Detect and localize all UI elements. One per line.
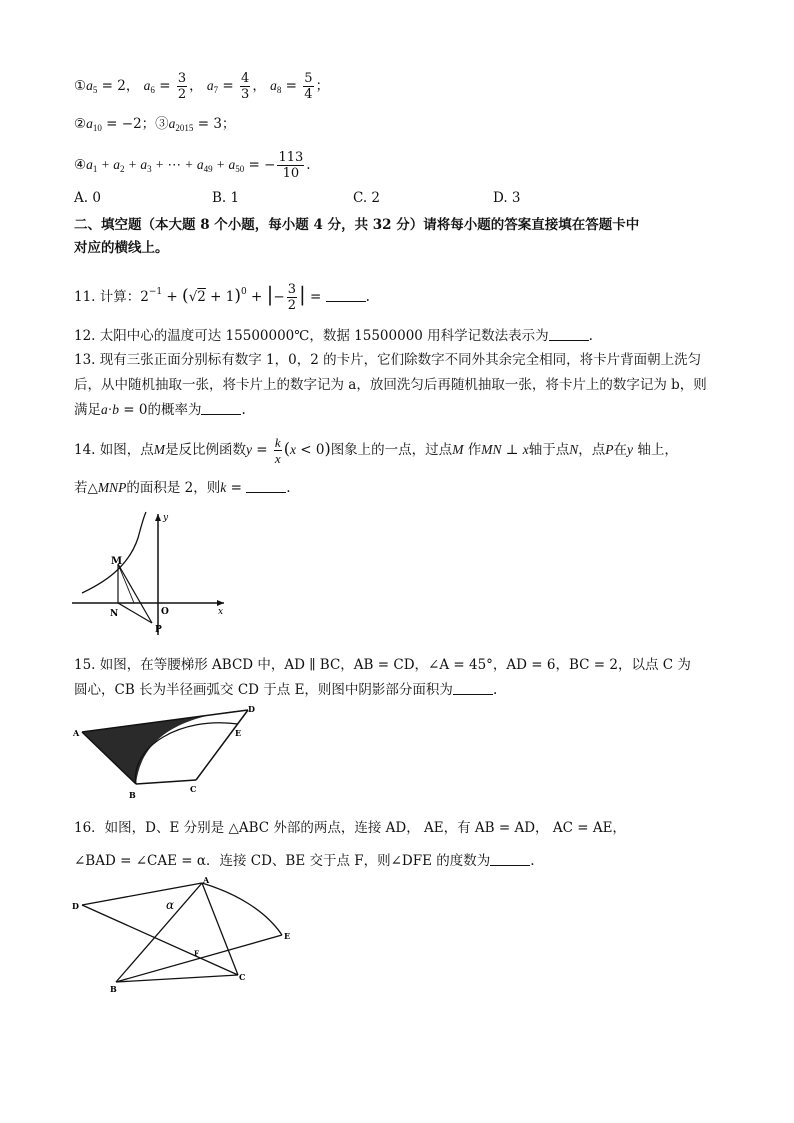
frac-a8: $\frac{5}{4}$ — [304, 71, 313, 102]
q12: 12. 太阳中心的温度可达 15500000℃，数据 15500000 用科学记数法表示为 . — [74, 328, 593, 344]
frac-a6: $\frac{3}{2}$ — [177, 71, 187, 102]
q10-item-4: $④a_1 + a_2 + a_3$ + ⋯ + $a_{49} + a_{50}$ = − $\frac{113}{10}$ . — [74, 150, 311, 181]
fig15-label-a: A — [73, 728, 80, 738]
choice-a: A. 0 — [74, 190, 101, 206]
fig16-label-e: E — [284, 931, 291, 941]
frac-a7: $\frac{4}{3}$ — [241, 71, 250, 102]
fig14-label-x: x — [218, 607, 224, 617]
q15-line2: 圆心，CB 长为半径画弧交 CD 于点 E，则图中阴影部分面积为 . — [74, 682, 498, 698]
fig15-label-c: C — [190, 784, 197, 794]
q11: 11. 计算：$2^{-1} + (√2 + 1)^0$ + |− $\frac{3}{2}$ | = . — [74, 282, 370, 313]
choice-d: D. 3 — [493, 190, 521, 206]
figure-q15 — [70, 702, 260, 802]
fig14-label-o: O — [161, 607, 169, 617]
frac-q11: $\frac{3}{2}$ — [287, 282, 296, 313]
q16-line1: 16．如图，D、E 分别是 △ABC 外部的两点，连接 AD， AE，有 AB = AD， AC = AE， — [74, 820, 626, 836]
fig16-label-d: D — [72, 901, 79, 911]
q13-line1: 13. 现有三张正面分别标有数字 1，0，2 的卡片，它们除数字不同外其余完全相同，将卡片背面朝上洗匀 — [74, 352, 702, 368]
fig16-label-c: C — [239, 972, 246, 982]
fig15-label-e: E — [235, 728, 242, 738]
fig16-label-alpha: α — [166, 898, 175, 912]
q14-line1: 14. 如图，点M是反比例函数y = $\frac{k}{x}$ (x < 0)图象上的一点，过点M 作MN ⊥ x轴于点N，点P在y 轴上， — [74, 435, 678, 466]
figure-q16 — [70, 875, 300, 995]
q15-line1: 15. 如图，在等腰梯形 ABCD 中，AD ∥ BC，AB = CD，∠A = 45°，AD = 6，BC = 2，以点 C 为 — [74, 657, 691, 673]
fig14-label-m: M — [111, 556, 123, 567]
q10-item-1: $①a_5 = 2$， $a_6$ = $\frac{3}{2}$ ， $a_7$ = $\frac{4}{3}$ ， $a_8$ = $\frac{5}{4}$ ； — [74, 71, 330, 102]
fig16-label-f: F — [194, 949, 199, 958]
q14-answer-blank[interactable] — [246, 480, 286, 493]
q13-line3: 满足a·b = 0的概率为 . — [74, 402, 246, 418]
figure-q14 — [68, 508, 238, 638]
fig16-label-a: A — [203, 875, 210, 885]
q12-answer-blank[interactable] — [549, 328, 589, 341]
choice-b: B. 1 — [212, 190, 240, 206]
section2-heading-1: 二、填空题（本大题 8 个小题，每小题 4 分，共 32 分）请将每小题的答案直接填在答题卡中 — [74, 217, 640, 233]
fig14-label-y: y — [163, 513, 169, 523]
frac-sum: $\frac{113}{10}$ — [278, 150, 304, 181]
q13-line2: 后，从中随机抽取一张，将卡片上的数字记为 a，放回洗匀后再随机抽取一张，将卡片上的数字记为 b，则 — [74, 377, 707, 393]
q13-answer-blank[interactable] — [201, 402, 241, 415]
q16-answer-blank[interactable] — [490, 853, 530, 866]
q11-answer-blank[interactable] — [326, 289, 366, 302]
fig15-label-d: D — [248, 704, 255, 714]
fig14-label-p: P — [155, 625, 162, 635]
fig15-label-b: B — [129, 790, 136, 800]
q16-line2: ∠BAD = ∠CAE = α．连接 CD、BE 交于点 F，则∠DFE 的度数为 . — [74, 853, 535, 869]
q14-line2: 若△MNP的面积是 2，则k = . — [74, 480, 291, 496]
section2-heading-2: 对应的横线上。 — [74, 240, 169, 256]
fig14-label-n: N — [110, 609, 119, 619]
q15-answer-blank[interactable] — [453, 682, 493, 695]
fig16-label-b: B — [110, 984, 117, 994]
frac-k-over-x: $\frac{k}{x}$ — [274, 435, 281, 466]
q10-item-2-3: $②a_{10} = -2$；$③a_{2015} = 3$； — [74, 116, 236, 133]
choice-c: C. 2 — [353, 190, 381, 206]
